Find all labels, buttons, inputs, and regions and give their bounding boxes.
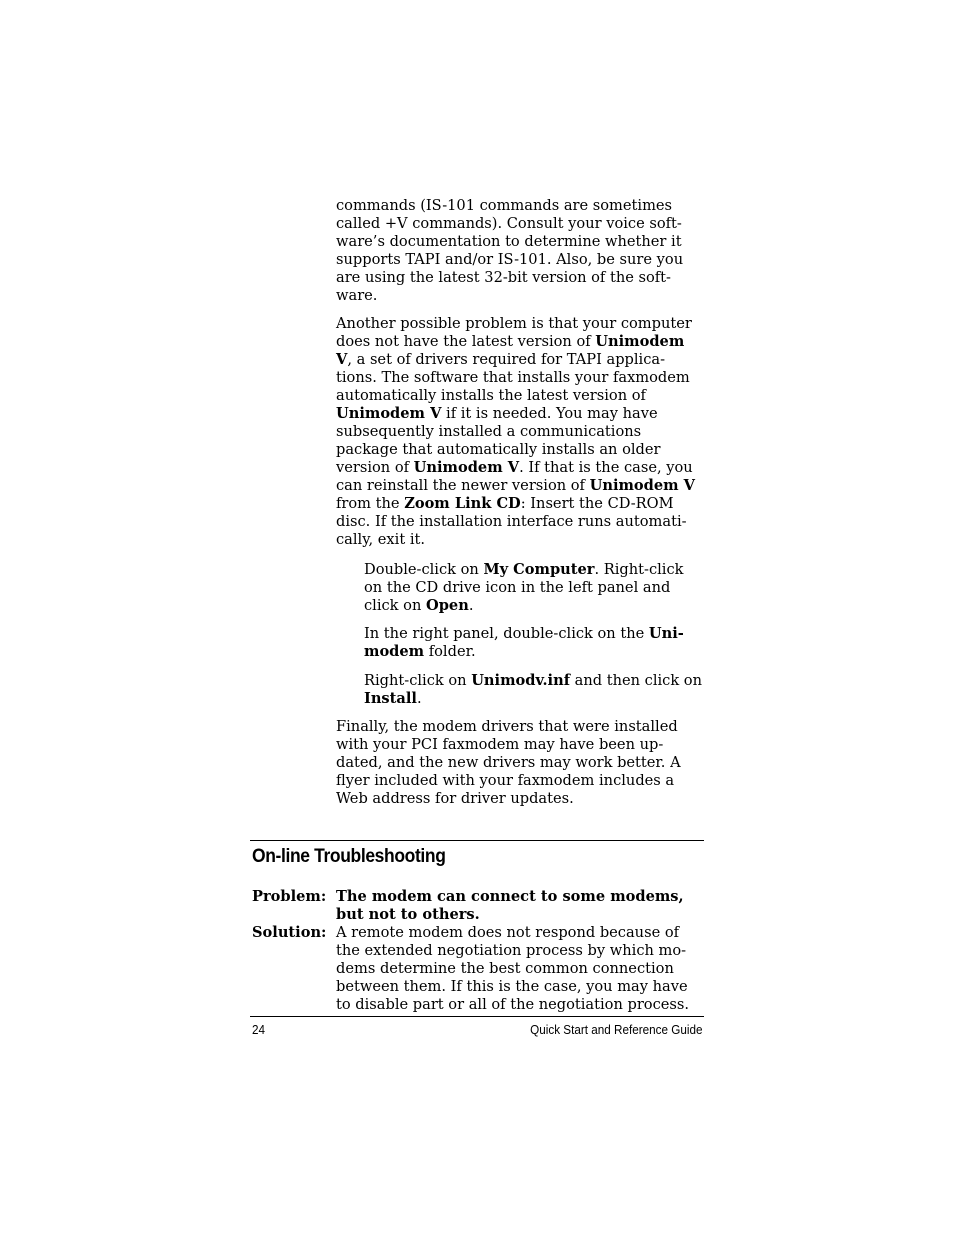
solution-text: A remote modem does not respond because of the extended negotiation process by which mo-dems determine the best common connection between them. If this is the case, you may have to disable part or all of the negotiation process. [336,924,690,1013]
bold-term: Unimodem V [589,477,696,494]
bold-term: Uni-modem [364,625,684,660]
paragraph-text: from the [336,495,405,512]
step-text: . [416,690,422,707]
step-text: . [468,597,474,614]
step-text: Right-click on [364,672,472,689]
bold-term: Open [426,597,469,614]
bold-term: Install [364,690,417,707]
install-step-2 [364,625,704,661]
paragraph-text: : Insert the CD-ROM disc. If the installation interface runs automati-cally, exit it. [336,495,687,548]
section-divider [250,840,704,841]
bold-term: My Computer [483,561,595,578]
bold-term: Unimodem V [413,459,520,476]
paragraph-text: . If that is the case, you can reinstall the newer version of [336,459,693,494]
install-step-3 [364,672,704,708]
solution-label: Solution: [252,924,327,941]
paragraph-text: if it is needed. You may have subsequently installed a communications package that automatically installs an older version of [336,405,661,476]
footer-title: Quick Start and Reference Guide [529,1022,702,1037]
page-number: 24 [252,1022,266,1037]
step-text: and then click on [569,672,702,689]
step-text: In the right panel, double-click on the [364,625,649,642]
bold-term: Unimodem V [336,405,442,422]
paragraph-driver-updates: Finally, the modem drivers that were installed with your PCI faxmodem may have been up-dated, and the new drivers may work better. A flyer included with your faxmodem includes a Web address for driver updates. [336,718,681,807]
paragraph-text: , a set of drivers required for TAPI applica-tions. The software that installs your faxmodem automatically installs the latest version of [336,351,690,404]
step-text: Double-click on [364,561,484,578]
problem-text: The modem can connect to some modems, but not to others. [336,888,684,923]
section-heading: On-line Troubleshooting [252,846,446,867]
footer-divider [250,1016,704,1017]
step-text: folder. [424,643,476,660]
step-text: . Right-click on the CD drive icon in the left panel and click on [364,561,684,614]
paragraph-unimodem [336,315,704,549]
bold-term: Zoom Link CD [404,495,521,512]
bold-term: Unimodem V [336,333,685,368]
problem-label: Problem: [252,888,327,905]
paragraph-voice-software: commands (IS-101 commands are sometimes called +V commands). Consult your voice soft-ware’s documentation to determine whether it supports TAPI and/or IS-101. Also, be sure you are using the latest 32-bit version of the soft-ware. [336,197,684,304]
bold-term: Unimodv.inf [471,672,570,689]
paragraph-text: Another possible problem is that your computer does not have the latest version of [336,315,692,350]
install-step-1 [364,561,704,615]
